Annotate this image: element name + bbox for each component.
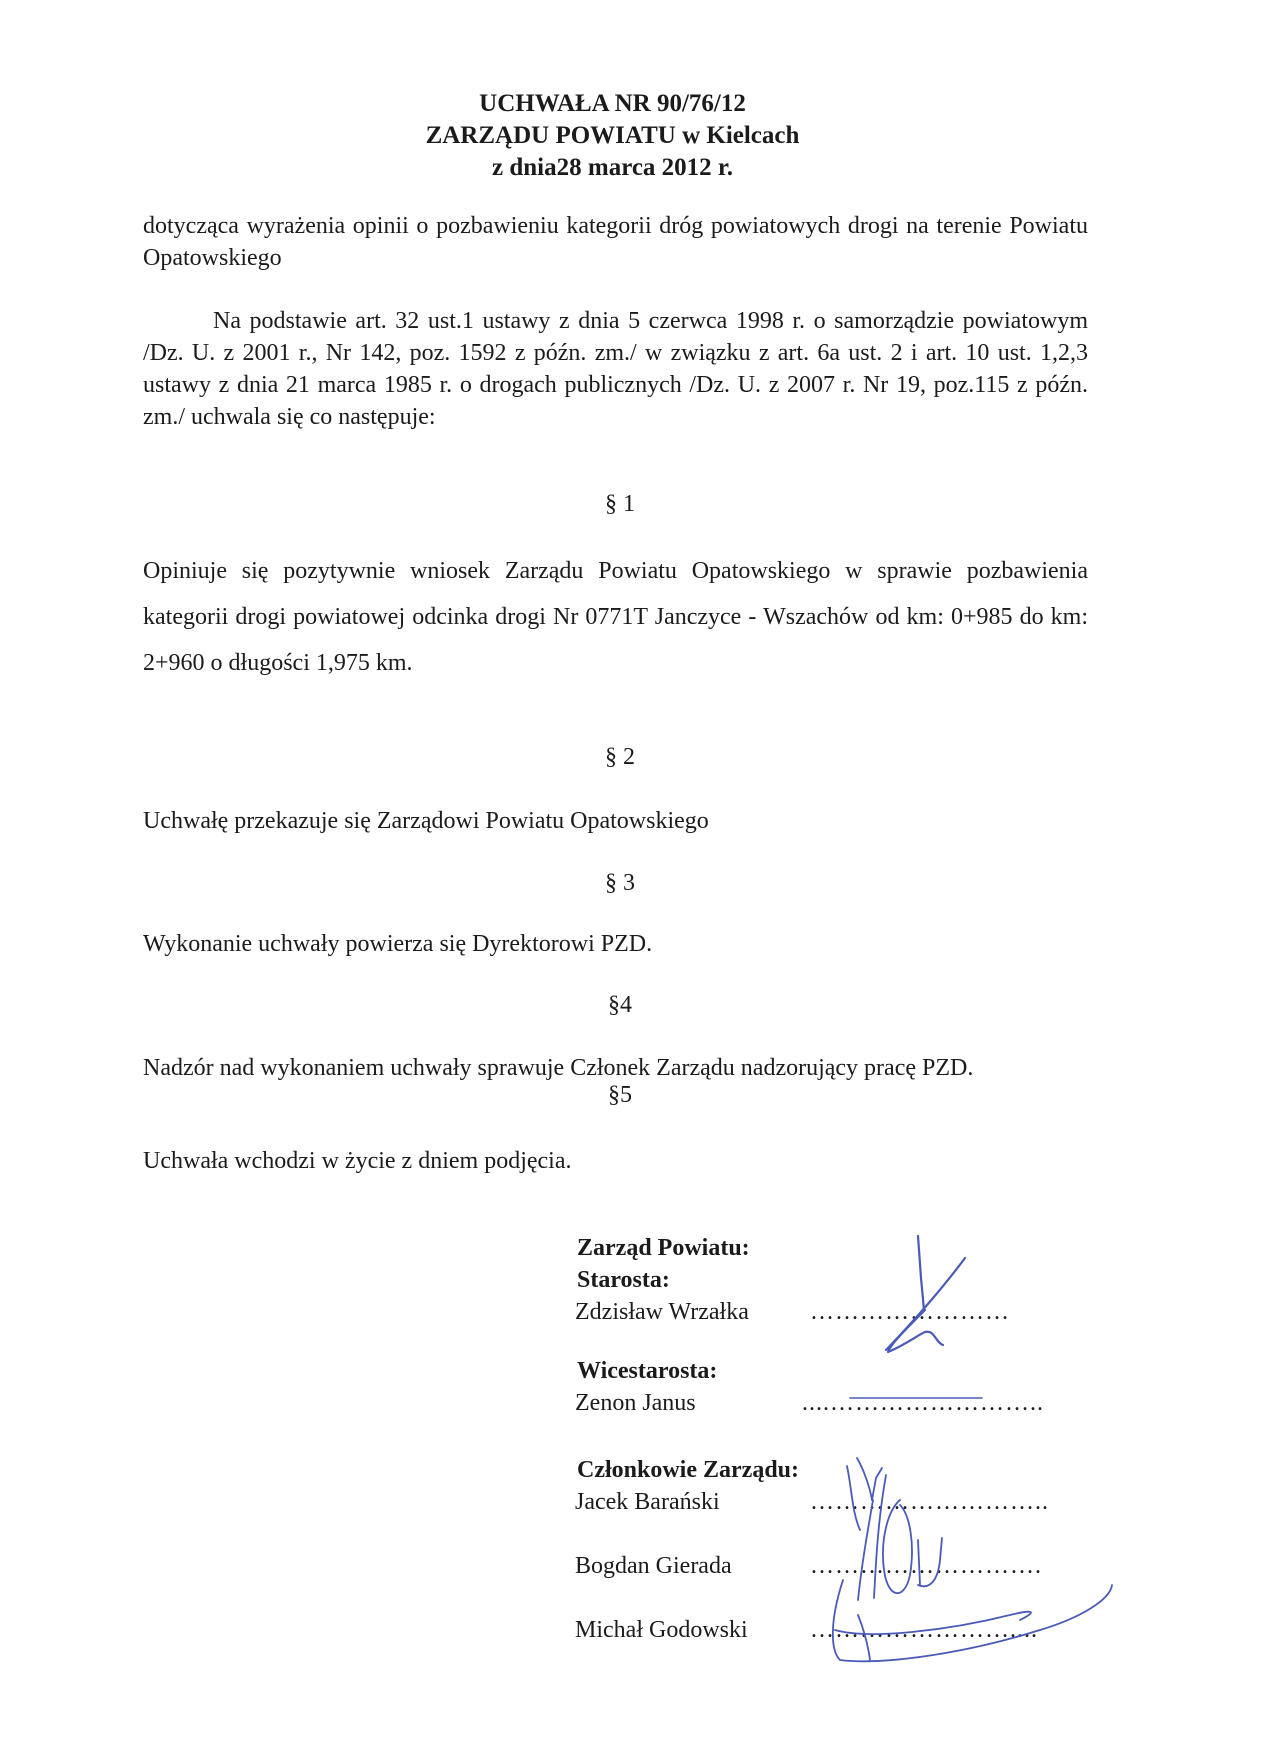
member-row: [570, 1614, 1090, 1648]
section-number-4: §4: [608, 992, 632, 1018]
section-text-2: Uchwałę przekazuje się Zarządowi Powiatu Opatowskiego: [143, 808, 709, 834]
section-text-1: Opiniuje się pozytywnie wniosek Zarządu Powiatu Opatowskiego w sprawie pozbawienia kategorii drogi powiatowej odcinka drogi Nr 0771T Janczyce - Wszachów od km: 0+985 do km: 2+960 o długości 1,975 km.: [143, 558, 1088, 676]
resolution-date: z dnia28 marca 2012 r.: [492, 154, 733, 181]
wicestarosta-block: [570, 1355, 1090, 1421]
resolution-subject: dotycząca wyrażenia opinii o pozbawieniu kategorii dróg powiatowych drogi na terenie Powiatu Opatowskiego: [143, 213, 1088, 271]
member-name: Michał Godowski: [575, 1617, 748, 1643]
section-number-1: § 1: [605, 491, 635, 517]
starosta-name: Zdzisław Wrzałka: [575, 1299, 749, 1325]
starosta-signature-line: ……………………: [810, 1299, 1010, 1325]
issuing-body: ZARZĄDU POWIATU w Kielcach: [425, 122, 800, 149]
member-signature-line: ……………………....: [810, 1617, 1038, 1643]
starosta-row: [570, 1296, 1090, 1330]
member-signature-line: ……………………….: [810, 1553, 1042, 1579]
section-text-3: Wykonanie uchwały powierza się Dyrektorowi PZD.: [143, 931, 653, 957]
board-label: Zarząd Powiatu:: [577, 1235, 750, 1261]
member-name: Bogdan Gierada: [575, 1553, 732, 1579]
starosta-label: Starosta:: [577, 1267, 670, 1293]
resolution-number: UCHWAŁA NR 90/76/12: [479, 90, 746, 117]
legal-basis: Na podstawie art. 32 ust.1 ustawy z dnia 5 czerwca 1998 r. o samorządzie powiatowym /Dz. U. z 2001 r., Nr 142, poz. 1592 z późn. zm./ w związku z art. 6a ust. 2 i art. 10 ust. 1,2,3 ustawy z dnia 21 marca 1985 r. o drogach publicznych /Dz. U. z 2007 r. Nr 19, poz.115 z późn. zm./ uchwala się co następuje:: [143, 308, 1088, 430]
wicestarosta-name: Zenon Janus: [575, 1390, 696, 1416]
section-number-2: § 2: [605, 744, 635, 770]
section-number-5: §5: [608, 1082, 632, 1108]
wicestarosta-label: Wicestarosta:: [577, 1358, 718, 1384]
resolution-header: [300, 88, 925, 184]
wicestarosta-signature-line: ....……………………..: [802, 1390, 1044, 1416]
section-text-4: Nadzór nad wykonaniem uchwały sprawuje Członek Zarządu nadzorujący pracę PZD.: [143, 1055, 974, 1081]
member-signature-line: ………………………..: [810, 1489, 1049, 1515]
wicestarosta-row: [570, 1387, 1090, 1421]
member-row: [570, 1486, 1090, 1520]
member-row: [570, 1550, 1090, 1584]
section-number-3: § 3: [605, 870, 635, 896]
member-name: Jacek Barański: [575, 1489, 720, 1515]
signature-block: [570, 1232, 1090, 1330]
members-block: [570, 1454, 1090, 1648]
section-text-5: Uchwała wchodzi w życie z dniem podjęcia.: [143, 1148, 572, 1174]
members-label: Członkowie Zarządu:: [577, 1457, 799, 1483]
